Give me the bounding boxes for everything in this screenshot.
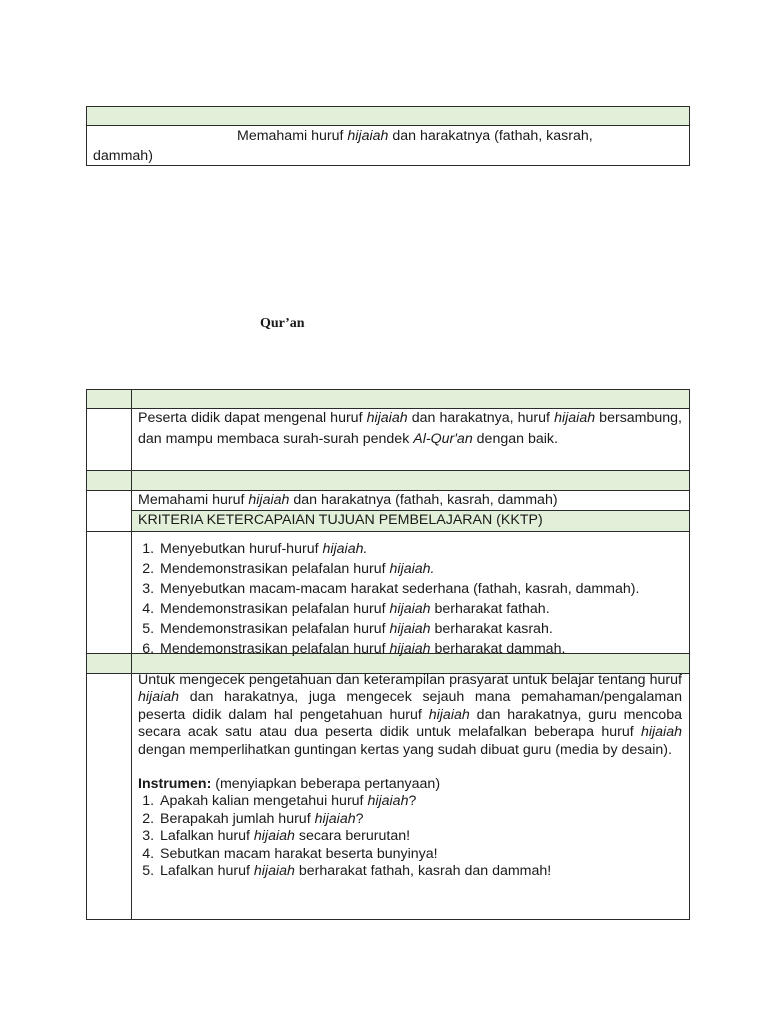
kktp-item: 6. Mendemonstrasikan pelafalan huruf hijaiah berharakat dammah. — [158, 639, 688, 659]
question-item: 4. Sebutkan macam harakat beserta bunyinya! — [158, 846, 682, 863]
question-item: 1. Apakah kalian mengetahui huruf hijaiah? — [158, 793, 682, 810]
kktp-item: 1. Menyebutkan huruf-huruf hijaiah. — [158, 539, 688, 559]
goal-text: Peserta didik dapat mengenal huruf hijaiah dan harakatnya, huruf hijaiah bersambung, dan mampu membaca surah-surah pendek Al-Qur'an dengan baik. — [138, 410, 682, 447]
kktp-item: 2. Mendemonstrasikan pelafalan huruf hijaiah. — [158, 559, 688, 579]
question-item: 2. Berapakah jumlah huruf hijaiah? — [158, 811, 682, 828]
main-table — [86, 389, 690, 920]
instrument-line: Instrumen: (menyiapkan beberapa pertanyaan) — [138, 776, 441, 793]
question-item: 5. Lafalkan huruf hijaiah berharakat fathah, kasrah dan dammah! — [158, 863, 682, 880]
kktp-list — [138, 539, 688, 659]
section-heading: Qur’an — [260, 316, 305, 331]
kktp-item: 5. Mendemonstrasikan pelafalan huruf hijaiah berharakat kasrah. — [158, 619, 688, 639]
question-list — [138, 793, 682, 880]
assessment-paragraph: Untuk mengecek pengetahuan dan keterampilan prasyarat untuk belajar tentang huruf hijaiah dan harakatnya, juga mengecek sejauh mana pemahaman/pengalaman peserta didik dalam hal pengetahuan huruf hijaiah dan harakatnya, guru mencoba secara acak satu atau dua peserta didik untuk melafalkan beberapa huruf hijaiah dengan memperlihatkan guntingan kertas yang sudah dibuat guru (media by desain). — [138, 672, 682, 758]
instrument-label: Instrumen: — [138, 776, 212, 793]
assessment-cell — [138, 672, 682, 880]
topic-text: Memahami huruf hijaiah dan harakatnya (fathah, kasrah, dammah) — [138, 492, 558, 508]
kktp-item: 4. Mendemonstrasikan pelafalan huruf hijaiah berharakat fathah. — [158, 599, 688, 619]
kktp-header: KRITERIA KETERCAPAIAN TUJUAN PEMBELAJARAN (KKTP) — [138, 512, 543, 528]
top-box-header — [87, 107, 689, 126]
top-box-text: Memahami huruf hijaiah dan harakatnya (fathah, kasrah, dammah) — [93, 128, 593, 164]
kktp-item: 3. Menyebutkan macam-macam harakat sederhana (fathah, kasrah, dammah). — [158, 579, 688, 599]
top-box — [86, 106, 690, 166]
question-item: 3. Lafalkan huruf hijaiah secara berurutan! — [158, 828, 682, 845]
